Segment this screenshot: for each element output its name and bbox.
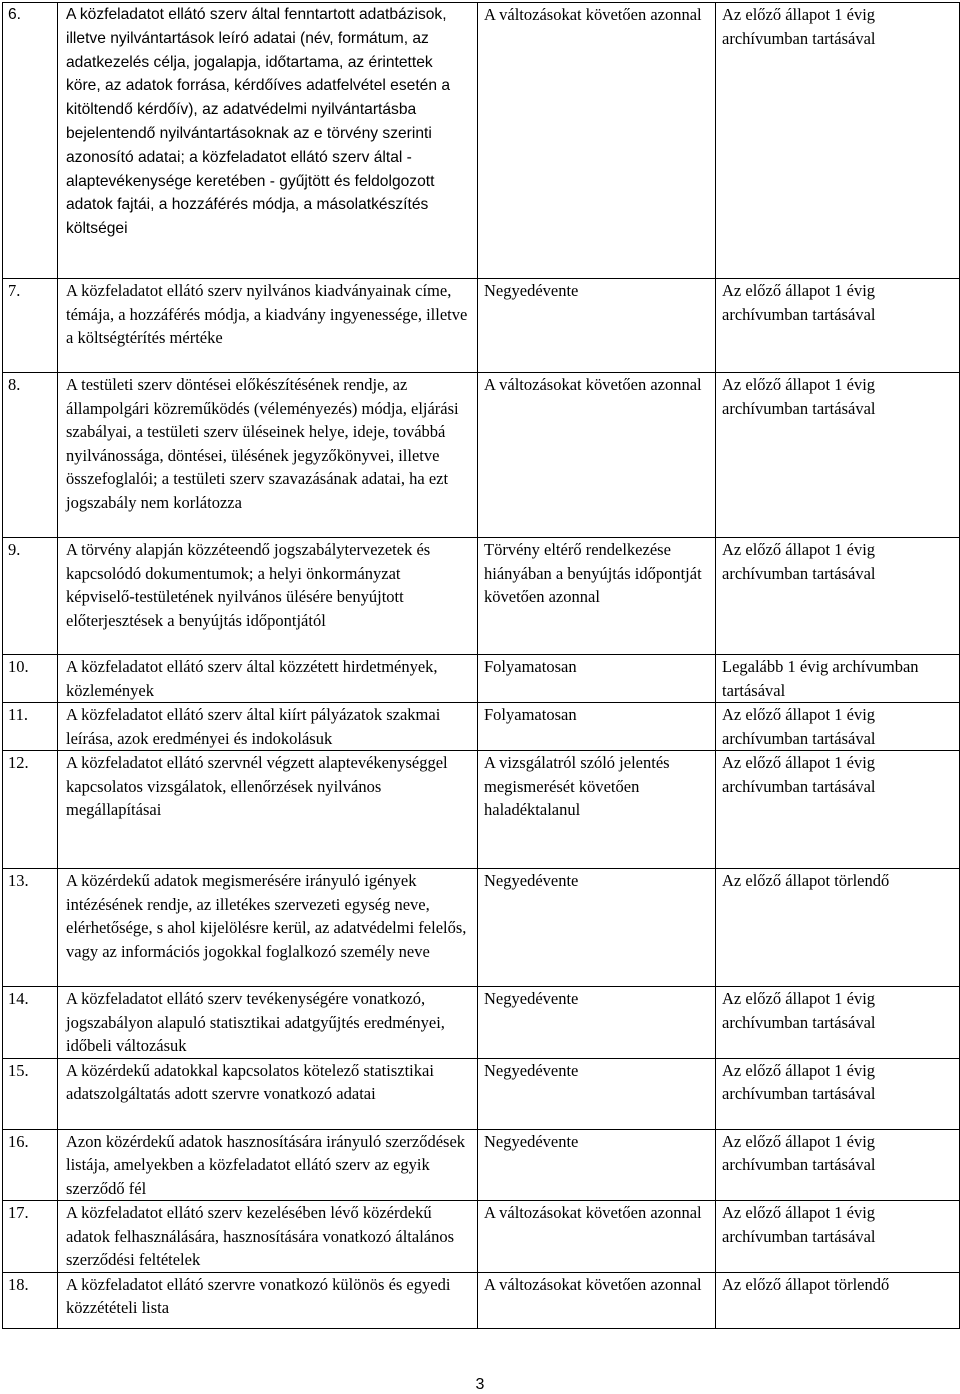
table-row — [3, 1201, 960, 1273]
row-retention: Az előző állapot 1 évig archívumban tartásával — [716, 1058, 960, 1129]
table-row — [3, 987, 960, 1059]
row-description: A testületi szerv döntései előkészítésének rendje, az állampolgári közreműködés (véleményezés) módja, eljárási szabályai, a testületi szerv üléseinek helye, ideje, továbbá nyilvánossága, döntései, ülésének jegyzőkönyvei, illetve összefoglalói; a testületi szerv szavazásának adatai, ha ezt jogszabály nem korlátozza — [58, 373, 478, 538]
row-number: 18. — [3, 1272, 58, 1328]
row-update-frequency: A változásokat követően azonnal — [478, 1272, 716, 1328]
row-update-frequency: Folyamatosan — [478, 655, 716, 703]
row-description: A közérdekű adatokkal kapcsolatos kötelező statisztikai adatszolgáltatás adott szervre vonatkozó adatai — [58, 1058, 478, 1129]
row-description: A törvény alapján közzéteendő jogszabálytervezetek és kapcsolódó dokumentumok; a helyi önkormányzat képviselő-testületének nyilvános ülésére benyújtott előterjesztések a benyújtás időpontjától — [58, 538, 478, 655]
table-row — [3, 1129, 960, 1201]
row-number: 16. — [3, 1129, 58, 1201]
row-description: A közfeladatot ellátó szerv által kiírt pályázatok szakmai leírása, azok eredményei és indokolásuk — [58, 703, 478, 751]
table-row — [3, 279, 960, 373]
row-description: A közfeladatot ellátó szerv által fenntartott adatbázisok, illetve nyilvántartások leíró adatai (név, formátum, az adatkezelés célja, jogalapja, időtartama, az érintettek köre, az adatok forrása, kérdőíves adatfelvétel esetén a kitöltendő kérdőív), az adatvédelmi nyilvántartásba bejelentendő nyilvántartásoknak az e törvény szerinti azonosító adatai; a közfeladatot ellátó szerv által - alaptevékenysége keretében - gyűjtött és feldolgozott adatok fajtái, a hozzáférés módja, a másolatkészítés költségei — [58, 3, 478, 279]
disclosure-table — [2, 2, 960, 1329]
row-description: A közfeladatot ellátó szervnél végzett alaptevékenységgel kapcsolatos vizsgálatok, ellenőrzések nyilvános megállapításai — [58, 751, 478, 869]
row-retention: Az előző állapot 1 évig archívumban tartásával — [716, 703, 960, 751]
row-update-frequency: A változásokat követően azonnal — [478, 1201, 716, 1273]
row-retention: Az előző állapot 1 évig archívumban tartásával — [716, 1201, 960, 1273]
row-update-frequency: Törvény eltérő rendelkezése hiányában a benyújtás időpontját követően azonnal — [478, 538, 716, 655]
row-description: A közfeladatot ellátó szerv nyilvános kiadványainak címe, témája, a hozzáférés módja, a kiadvány ingyenessége, illetve a költségtérítés mértéke — [58, 279, 478, 373]
row-description: A közérdekű adatok megismerésére irányuló igények intézésének rendje, az illetékes szervezeti egység neve, elérhetősége, s ahol kijelölésre kerül, az adatvédelmi felelős, vagy az információs jogokkal foglalkozó személy neve — [58, 869, 478, 987]
row-retention: Az előző állapot 1 évig archívumban tartásával — [716, 538, 960, 655]
row-update-frequency: Negyedévente — [478, 1058, 716, 1129]
row-retention: Az előző állapot 1 évig archívumban tartásával — [716, 3, 960, 279]
row-number: 6. — [3, 3, 58, 279]
row-retention: Az előző állapot 1 évig archívumban tartásával — [716, 279, 960, 373]
row-update-frequency: A változásokat követően azonnal — [478, 3, 716, 279]
row-description: A közfeladatot ellátó szervre vonatkozó különös és egyedi közzétételi lista — [58, 1272, 478, 1328]
table-body — [3, 3, 960, 1329]
table-row — [3, 538, 960, 655]
row-number: 15. — [3, 1058, 58, 1129]
row-number: 9. — [3, 538, 58, 655]
row-description: A közfeladatot ellátó szerv tevékenységére vonatkozó, jogszabályon alapuló statisztikai adatgyűjtés eredményei, időbeli változásuk — [58, 987, 478, 1059]
row-update-frequency: A változásokat követően azonnal — [478, 373, 716, 538]
row-update-frequency: Folyamatosan — [478, 703, 716, 751]
row-update-frequency: Negyedévente — [478, 279, 716, 373]
table-row — [3, 869, 960, 987]
row-description: A közfeladatot ellátó szerv által közzétett hirdetmények, közlemények — [58, 655, 478, 703]
row-number: 17. — [3, 1201, 58, 1273]
row-number: 11. — [3, 703, 58, 751]
table-row — [3, 1272, 960, 1328]
row-retention: Az előző állapot 1 évig archívumban tartásával — [716, 1129, 960, 1201]
table-row — [3, 1058, 960, 1129]
row-retention: Az előző állapot törlendő — [716, 869, 960, 987]
row-retention: Az előző állapot törlendő — [716, 1272, 960, 1328]
table-row — [3, 3, 960, 279]
row-number: 8. — [3, 373, 58, 538]
page-number: 3 — [475, 1376, 485, 1393]
row-update-frequency: Negyedévente — [478, 987, 716, 1059]
row-update-frequency: Negyedévente — [478, 869, 716, 987]
row-description: A közfeladatot ellátó szerv kezelésében lévő közérdekű adatok felhasználására, hasznosítására vonatkozó általános szerződési feltételek — [58, 1201, 478, 1273]
row-number: 13. — [3, 869, 58, 987]
row-number: 14. — [3, 987, 58, 1059]
table-row — [3, 751, 960, 869]
row-update-frequency: Negyedévente — [478, 1129, 716, 1201]
row-retention: Az előző állapot 1 évig archívumban tartásával — [716, 373, 960, 538]
row-update-frequency: A vizsgálatról szóló jelentés megismerését követően haladéktalanul — [478, 751, 716, 869]
row-number: 12. — [3, 751, 58, 869]
table-row — [3, 655, 960, 703]
row-retention: Legalább 1 évig archívumban tartásával — [716, 655, 960, 703]
row-number: 10. — [3, 655, 58, 703]
row-number: 7. — [3, 279, 58, 373]
table-row — [3, 373, 960, 538]
row-retention: Az előző állapot 1 évig archívumban tartásával — [716, 987, 960, 1059]
row-retention: Az előző állapot 1 évig archívumban tartásával — [716, 751, 960, 869]
table-row — [3, 703, 960, 751]
row-description: Azon közérdekű adatok hasznosítására irányuló szerződések listája, amelyekben a közfeladatot ellátó szerv az egyik szerződő fél — [58, 1129, 478, 1201]
